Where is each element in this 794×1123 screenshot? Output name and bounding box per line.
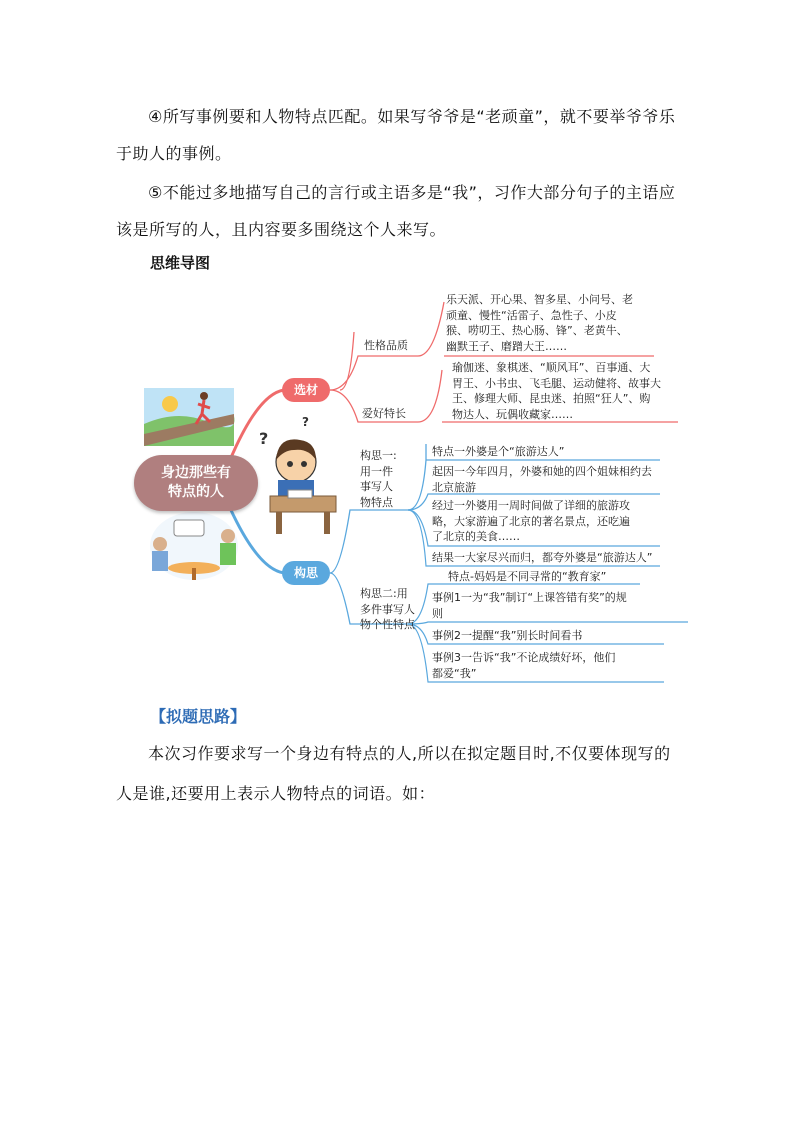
runner-illustration-icon: [144, 388, 234, 446]
idea1-item-2: [432, 464, 652, 495]
idea2-item-line: 事例1一为“我”制订“上课答错有奖”的规: [432, 591, 627, 604]
idea1-item-line: 特点一外婆是个“旅游达人”: [432, 445, 565, 458]
idea1-label-line: 用一件: [360, 464, 393, 478]
idea1-item-3: [432, 498, 630, 545]
paragraph-5-line-1: ⑤不能过多地描写自己的言行或主语多是“我”，习作大部分句子的主语应: [148, 183, 676, 202]
paragraph-4-line-1: ④所写事例要和人物特点匹配。如果写爷爷是“老顽童”，就不要举爷爷乐: [148, 107, 676, 126]
section-title: 【拟题思路】: [150, 707, 247, 726]
idea1-item-line: 略，大家游遍了北京的著名景点，还吃遍: [432, 514, 630, 528]
mind-map-center-node: [134, 455, 258, 511]
paragraph-4: [116, 98, 686, 172]
traits-line: 顽童、慢性“活雷子、急性子、小皮: [446, 308, 617, 322]
idea1-item-line: 结果一大家尽兴而归，都夸外婆是“旅游达人”: [432, 551, 653, 564]
idea2-label-line: 物个性特点: [360, 618, 415, 631]
idea2-item-4: [432, 650, 615, 681]
paragraph-4-line-2: 于助人的事例。: [116, 144, 232, 163]
boy-studying-illustration-icon: [259, 415, 336, 534]
final-paragraph-line-1: 本次习作要求写一个身边有特点的人,所以在拟定题目时,不仅要体现写的: [148, 744, 671, 763]
paragraph-5-line-2: 该是所写的人，且内容要多围绕这个人来写。: [116, 220, 447, 239]
idea2-item-line: 事例3一告诉“我”不论成绩好坏，他们: [432, 651, 616, 664]
traits-line: 幽默王子、磨蹭大王……: [446, 339, 567, 353]
traits-line: 猴、唠叨王、热心肠、锋”、老黄牛、: [446, 324, 628, 337]
idea2-item-line: 特点-妈妈是不同寻常的“教育家”: [448, 570, 607, 583]
final-paragraph-line-2: 人是谁,还要用上表示人物特点的词语。如：: [116, 784, 436, 803]
final-paragraph: [116, 734, 686, 814]
idea1-item-line: 北京旅游: [432, 480, 476, 494]
hobby-line: 胃王、小书虫、飞毛腿、运动健将、故事大: [452, 376, 661, 390]
branch-select-node: 选材: [282, 378, 330, 402]
center-line-2: 特点的人: [168, 484, 224, 500]
hobby-line: 物达人、玩偶收藏家……: [452, 407, 573, 421]
paragraph-5: [116, 174, 686, 248]
idea1-item-line: 了北京的美食……: [432, 530, 520, 543]
hobby-label: 爱好特长: [362, 407, 406, 420]
hobby-line: 王、修理大师、昆虫迷、拍照“狂人”、购: [452, 392, 651, 405]
svg-text:?: ?: [302, 415, 309, 429]
idea1-item-4: [432, 550, 652, 566]
idea2-label: [360, 586, 415, 633]
idea2-label-line: 构思二:用: [360, 587, 408, 600]
idea2-item-line: 则: [432, 606, 443, 620]
idea1-label-line: 物特点: [360, 495, 393, 509]
idea1-label: [360, 448, 397, 510]
idea1-label-line: 事写人: [360, 480, 393, 493]
mindmap-heading: 思维导图: [150, 254, 211, 272]
idea1-label-line: 构思一:: [360, 449, 397, 462]
idea1-item-line: 起因一今年四月，外婆和她的四个姐妹相约去: [432, 465, 652, 478]
idea2-label-line: 多件事写人: [360, 602, 415, 616]
branch-idea-node: 构思: [282, 561, 330, 585]
chat-illustration-icon: [150, 512, 238, 580]
idea1-item-line: 经过一外婆用一周时间做了详细的旅游攻: [432, 499, 630, 512]
hobby-line: 瑜伽迷、象棋迷、“顺风耳”、百事通、大: [452, 361, 651, 374]
idea2-item-2: [432, 590, 627, 621]
traits-text: [446, 292, 633, 354]
mind-map: [118, 284, 694, 690]
idea1-item-1: [432, 444, 564, 460]
idea2-item-line: 都爱“我”: [432, 666, 477, 680]
hobby-text: [452, 360, 661, 422]
idea2-item-1: [448, 569, 606, 585]
idea2-item-line: 事例2一提醒“我”别长时间看书: [432, 629, 583, 642]
idea2-item-3: [432, 628, 582, 644]
traits-line: 乐天派、开心果、智多星、小问号、老: [446, 293, 633, 306]
svg-text:?: ?: [259, 429, 269, 448]
center-line-1: 身边那些有: [161, 465, 231, 481]
traits-label: 性格品质: [364, 339, 408, 352]
